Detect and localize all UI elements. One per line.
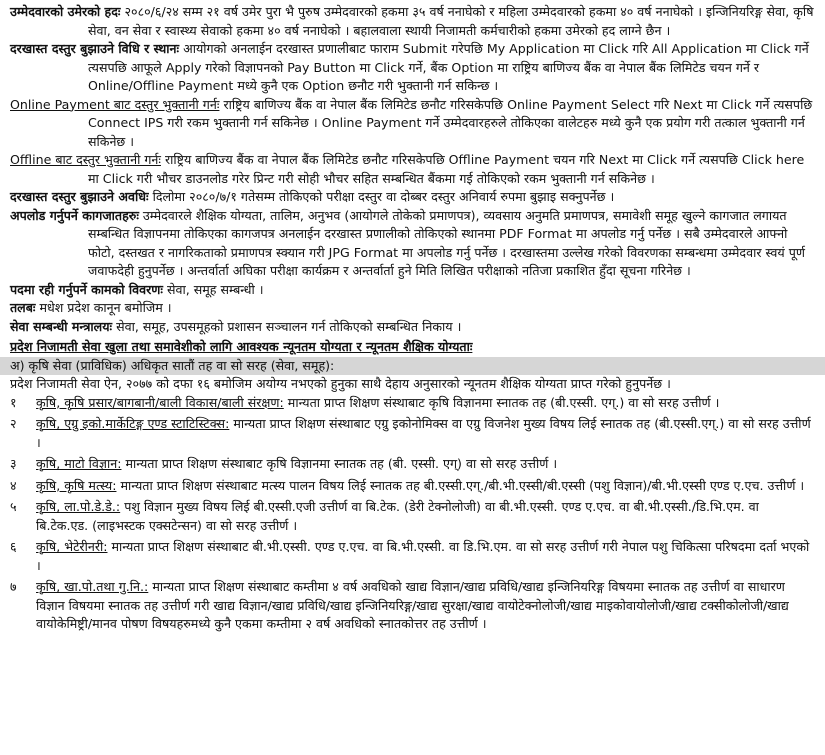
item-text: मान्यता प्राप्त शिक्षण संस्थाबाट कृषि विज्ञानमा स्नातक तह (बी. एस्सी. एग्) वा सो सरह उत्तीर्ण । bbox=[125, 456, 558, 471]
item-text: पशु विज्ञान मुख्य विषय लिई बी.एस्सी.एजी उत्तीर्ण वा बि.टेक. (डेरी टेक्नोलोजी) वा बी.भी.एस्सी. एण्ड ए.एच. वा बी.भी.एस्सी./डि.भि.एम. वा बि.टेक.एड. (लाइभस्टक एक्सटेन्सन) वा सो सरह उत्तीर्ण । bbox=[36, 499, 759, 533]
qualification-item bbox=[10, 477, 815, 496]
upload-docs-label: अपलोड गर्नुपर्ने कागजातहरुः bbox=[10, 207, 139, 223]
salary-section bbox=[10, 299, 815, 318]
qualification-item bbox=[10, 498, 815, 535]
qualification-item bbox=[10, 455, 815, 474]
qualification-list bbox=[10, 394, 815, 634]
qualification-heading: प्रदेश निजामती सेवा खुला तथा समावेशीको लागि आवश्यक न्यूनतम योग्यता र न्यूनतम शैक्षिक योग्यताः bbox=[10, 339, 473, 354]
item-label: कृषि, कृषि मत्स्य: bbox=[36, 477, 117, 493]
online-payment-text: राष्ट्रिय बाणिज्य बैंक वा नेपाल बैंक लिमिटेड छनौट गरिसकेपछि Online Payment Select गरि Next मा Click गर्ने त्यसपछि Connect IPS गरी रकम भुक्तानी गर्न सकिनेछ । Online Payment गर्ने उम्मेदवारहरुले तोकिएका वालेटहरु मध्ये कुनै एक प्रयोग गरी तत्काल भुक्तानी गर्न सकिनेछ । bbox=[88, 96, 813, 149]
item-label: कृषि, ला.पो.डे.डे.: bbox=[36, 499, 121, 514]
ministry-text: सेवा, समूह, उपसमूहको प्रशासन सञ्चालन गर्न तोकिएको सम्बन्धित निकाय । bbox=[116, 318, 462, 334]
offline-payment-section bbox=[10, 151, 815, 188]
qualification-item bbox=[10, 394, 815, 413]
salary-text: मधेश प्रदेश कानून बमोजिम । bbox=[39, 300, 172, 315]
age-limit-section bbox=[10, 3, 815, 40]
item-label: कृषि, माटो विज्ञान: bbox=[36, 456, 122, 471]
item-number: २ bbox=[10, 416, 17, 431]
online-payment-section bbox=[10, 96, 815, 152]
ministry-section bbox=[10, 318, 815, 337]
upload-docs-text: उम्मेदवारले शैक्षिक योग्यता, तालिम, अनुभव (आयोगले तोकेको प्रमाणपत्र), व्यवसाय अनुमति प्रमाणपत्र, समावेशी समूह खुल्ने कागजात लगायत सम्बन्धित विज्ञापनमा तोकिएका कागजपत्र अनलाईन दरखास्त प्रणालीको तोकिएको स्थानमा PDF Format मा अपलोड गर्नु पर्नेछ । सबै उम्मेदवारले आफ्नो फोटो, दस्तखत र नागरिकताको प्रमाणपत्र स्क्यान गरी JPG Format मा अपलोड गर्नु पर्नेछ । दरखास्तमा उल्लेख गरेको विवरणका सम्बन्धमा उम्मेदवार स्वयं पूर्ण जवाफदेही हुनुपर्नेछ । अन्तर्वार्ता अघिका परीक्षा कार्यक्रम र अन्तर्वार्ता हुने मिति लिखित परीक्षाको नतिजा प्रकाशित हुँदा सूचना गरिनेछ । bbox=[88, 207, 805, 278]
upload-docs-section bbox=[10, 207, 815, 281]
item-text: मान्यता प्राप्त शिक्षण संस्थाबाट मत्स्य पालन विषय लिई स्नातक तह बी.एस्सी.एग्./बी.भी.एस्सी/बी.एस्सी (पशु विज्ञान)/बी.भी.एस्सी एण्ड ए.एच. उत्तीर्ण । bbox=[120, 477, 805, 493]
item-number: ७ bbox=[10, 579, 17, 594]
job-desc-section bbox=[10, 281, 815, 300]
item-text: मान्यता प्राप्त शिक्षण संस्थाबाट एग्रु इकोनोमिक्स वा एग्रु विजनेश मुख्य विषय लिई स्नातक तह (बी.एस्सी.एग्.) वा सो सरह उत्तीर्ण । bbox=[36, 416, 811, 450]
item-label: कृषि, खा.पो.तथा गु.नि.: bbox=[36, 579, 149, 594]
item-number: १ bbox=[10, 394, 17, 410]
offline-payment-label: Offline बाट दस्तुर भुक्तानी गर्नः bbox=[10, 152, 161, 167]
item-number: ४ bbox=[10, 477, 17, 493]
item-text: मान्यता प्राप्त शिक्षण संस्थाबाट कृषि विज्ञानमा स्नातक तह (बी.एस्सी. एग्.) वा सो सरह उत्तीर्ण । bbox=[287, 394, 720, 410]
item-label: कृषि, एग्रु इको.मार्केटिङ्ग एण्ड स्टाटिस्टिक्स: bbox=[36, 416, 230, 431]
fee-deadline-label: दरखास्त दस्तुर बुझाउने अवधिः bbox=[10, 189, 149, 204]
fee-method-label: दरखास्त दस्तुर बुझाउने विधि र स्थानः bbox=[10, 41, 180, 56]
qualification-item bbox=[10, 415, 815, 452]
qualification-item bbox=[10, 578, 815, 634]
item-number: ३ bbox=[10, 456, 17, 471]
item-label: कृषि, भेटेरीनरी: bbox=[36, 539, 108, 554]
online-payment-label: Online Payment बाट दस्तुर भुक्तानी गर्नः bbox=[10, 96, 220, 112]
item-number: ६ bbox=[10, 539, 17, 554]
item-text: मान्यता प्राप्त शिक्षण संस्थाबाट कम्तीमा ४ वर्ष अवधिको खाद्य विज्ञान/खाद्य प्रविधि/खाद्य इन्जिनियरिङ्ग विषयमा स्नातक तह उत्तीर्ण वा साधारण विज्ञान विषयमा स्नातक तह उत्तीर्ण गरी खाद्य विज्ञान/खाद्य प्रविधि/खाद्य इन्जिनियरिङ्ग/खाद्य सुरक्षा/खाद्य वायोटेक्नोलोजी/खाद्य माइकोवायोलोजी/खाद्य टक्सीकोलोजी/खाद्य वायोकेमिष्ट्री/मानव पोषण विषयहरुमध्ये कुनै एकमा कम्तीमा २ वर्ष अवधिको स्नातकोत्तर तह उत्तीर्ण । bbox=[36, 579, 789, 631]
fee-deadline-text: दिलोमा २०८०/७/१ गतेसम्म तोकिएको परीक्षा दस्तुर वा दोब्बर दस्तुर अनिवार्य रुपमा बुझाइ सक्नुपर्नेछ । bbox=[152, 189, 615, 204]
service-bar: अ) कृषि सेवा (प्राविधिक) अधिकृत सातौं तह वा सो सरह (सेवा, समूह): bbox=[0, 357, 825, 375]
fee-method-text: आयोगको अनलाईन दरखास्त प्रणालीबाट फाराम Submit गरेपछि My Application मा Click गरि All Application मा Click गर्ने त्यसपछि आफूले Apply गरेको विज्ञापनको Pay Button मा Click गर्ने, बैंक Option मा राष्ट्रिय बाणिज्य बैंक वा नेपाल बैंक लिमिटेड चयन गर्ने र Online/Offline Payment मध्ये कुनै एक Option छनौट गरी भुक्तानी गर्न सकिन्छ । bbox=[88, 41, 809, 93]
ministry-label: सेवा सम्बन्धी मन्त्रालयः bbox=[10, 318, 113, 334]
qualification-item bbox=[10, 538, 815, 575]
job-desc-label: पदमा रही गर्नुपर्ने कामको विवरणः bbox=[10, 281, 163, 297]
job-desc-text: सेवा, समूह सम्बन्धी । bbox=[166, 281, 264, 297]
salary-label: तलबः bbox=[10, 300, 36, 315]
offline-payment-text: राष्ट्रिय बाणिज्य बैंक वा नेपाल बैंक लिमिटेड छनौट गरिसकेपछि Offline Payment चयन गरि Next मा Click गर्ने त्यसपछि Click here मा Click गरी भौचर डाउनलोड गरेर प्रिन्ट गरी सोही भौचर सहित सम्बन्धित बैंकमा गई तोकिएको रकम भुक्तानी गर्न सकिनेछ । bbox=[88, 152, 805, 186]
age-limit-text: २०८०/६/२४ सम्म २१ वर्ष उमेर पुरा भै पुरुष उम्मेदवारको हकमा ३५ वर्ष ननाघेको र महिला उम्मेदवारको हकमा ४० वर्ष ननाघेको । इन्जिनियरिङ्ग सेवा, कृषि सेवा, वन सेवा र स्वास्थ्य सेवाको हकमा ४० वर्ष ननाघेको । बहालवाला स्थायी निजामती कर्मचारीको हकमा उमेरको हद लाग्ने छैन । bbox=[88, 4, 814, 38]
age-limit-label: उम्मेदवारको उमेरको हदः bbox=[10, 4, 121, 19]
fee-deadline-section bbox=[10, 188, 815, 207]
item-label: कृषि, कृषि प्रसार/बागबानी/बाली विकास/बाली संरक्षण: bbox=[36, 394, 284, 410]
item-text: मान्यता प्राप्त शिक्षण संस्थाबाट बी.भी.एस्सी. एण्ड ए.एच. वा बि.भी.एस्सी. वा डि.भि.एम. वा सो सरह उत्तीर्ण गरी नेपाल पशु चिकित्सा परिषदमा दर्ता भएको । bbox=[36, 539, 810, 573]
fee-method-section bbox=[10, 40, 815, 96]
intro-text: प्रदेश निजामती सेवा ऐन, २०७७ को दफा १६ बमोजिम अयोग्य नभएको हुनुका साथै देहाय अनुसारको न्यूनतम शैक्षिक योग्यता प्राप्त गरेको हुनुपर्नेछ । bbox=[10, 376, 671, 391]
item-number: ५ bbox=[10, 499, 17, 514]
